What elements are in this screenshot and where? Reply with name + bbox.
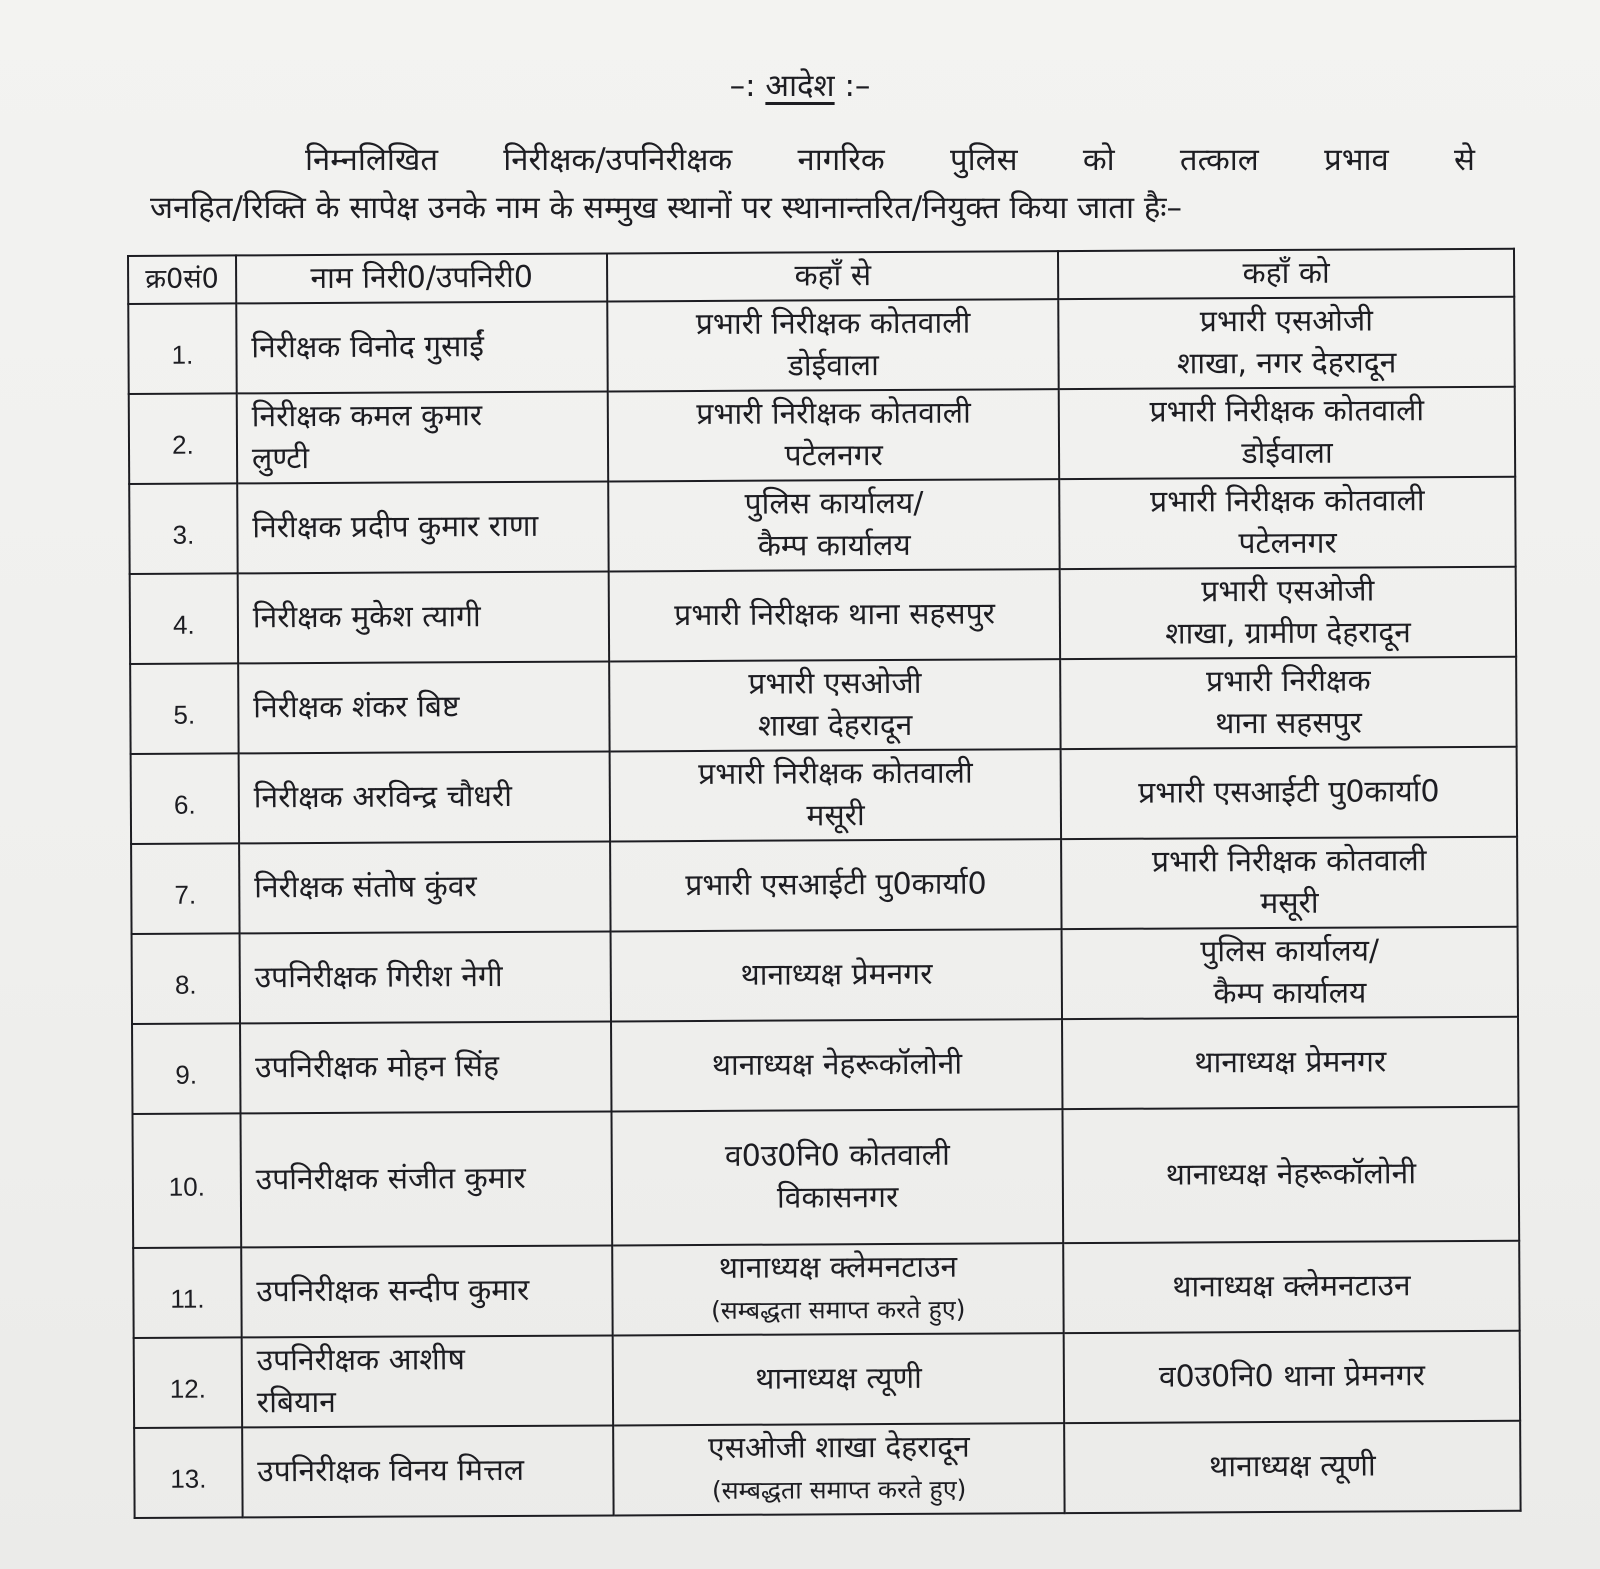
row-from-cell — [610, 749, 1061, 841]
row-name-line: निरीक्षक शंकर बिष्ट — [253, 689, 460, 726]
row-name-line: उपनिरीक्षक विनय मित्तल — [257, 1452, 525, 1490]
row-to-line: थानाध्यक्ष नेहरूकॉलोनी — [1165, 1156, 1417, 1193]
row-from-cell — [611, 1019, 1062, 1111]
row-serial: 7. — [131, 843, 239, 934]
row-name-cell — [237, 391, 609, 483]
table-row — [133, 1241, 1519, 1338]
table-row — [131, 747, 1517, 844]
row-to-line: प्रभारी एसओजी — [1199, 303, 1374, 340]
row-from-cell — [609, 659, 1060, 751]
row-name-line: निरीक्षक अरविन्द्र चौधरी — [253, 778, 513, 816]
table-row — [132, 1107, 1519, 1248]
row-to-line: पटेलनगर — [1238, 525, 1337, 562]
row-to-cell — [1061, 747, 1517, 839]
row-name-cell — [238, 751, 610, 843]
row-name-cell — [241, 1245, 613, 1337]
row-name-line: निरीक्षक संतोष कुंवर — [254, 869, 477, 906]
row-serial: 13. — [134, 1427, 242, 1518]
row-to-line: प्रभारी एसओजी — [1201, 573, 1375, 610]
table-row — [129, 477, 1515, 574]
row-name-line: लुण्टी — [251, 441, 310, 477]
row-to-cell — [1064, 1331, 1520, 1423]
row-from-line: थानाध्यक्ष प्रेमनगर — [740, 956, 933, 993]
heading-prefix: –: — [729, 68, 766, 104]
row-name-line: उपनिरीक्षक संजीत कुमार — [255, 1160, 526, 1198]
row-name-cell — [240, 1021, 612, 1113]
header-from: कहाँ से — [607, 251, 1058, 301]
row-to-line: प्रभारी निरीक्षक — [1205, 663, 1371, 700]
row-to-cell — [1060, 657, 1516, 749]
row-name-line: उपनिरीक्षक आशीष — [256, 1342, 465, 1379]
table-row — [130, 567, 1516, 664]
row-to-line: शाखा, नगर देहरादून — [1176, 345, 1397, 382]
row-to-cell — [1063, 1107, 1520, 1243]
row-name-cell — [242, 1335, 614, 1427]
row-from-line: व0उ0नि0 कोतवाली — [724, 1137, 950, 1174]
row-to-cell — [1064, 1421, 1520, 1513]
row-from-line: एसओजी शाखा देहरादून — [708, 1429, 970, 1466]
row-to-cell — [1061, 837, 1517, 929]
row-from-line: प्रभारी एसओजी — [748, 665, 922, 702]
table-row — [128, 297, 1514, 394]
row-from-line: विकासनगर — [776, 1179, 899, 1216]
row-serial: 1. — [128, 303, 236, 394]
row-to-cell — [1062, 927, 1518, 1019]
order-title: आदेश — [765, 68, 835, 104]
table-row — [130, 657, 1516, 754]
heading-suffix: :– — [834, 68, 871, 104]
row-to-line: पुलिस कार्यालय/ — [1200, 933, 1380, 970]
header-row — [128, 249, 1514, 304]
row-from-line: कैम्प कार्यालय — [757, 527, 911, 564]
row-to-line: व0उ0नि0 थाना प्रेमनगर — [1158, 1358, 1426, 1395]
row-to-line: मसूरी — [1260, 885, 1319, 922]
header-to: कहाँ को — [1058, 249, 1514, 299]
row-name-cell — [237, 481, 609, 573]
row-from-line: थानाध्यक्ष नेहरूकॉलोनी — [711, 1046, 963, 1083]
row-name-line: निरीक्षक प्रदीप कुमार राणा — [252, 508, 539, 546]
header-serial: क्र0सं0 — [128, 255, 236, 304]
row-from-cell — [608, 389, 1059, 481]
row-from-cell — [612, 1109, 1064, 1245]
row-from-line: प्रभारी निरीक्षक थाना सहसपुर — [674, 596, 996, 634]
row-from-line: (सम्बद्धता समाप्त करते हुए) — [711, 1474, 967, 1505]
row-serial: 6. — [131, 753, 239, 844]
row-to-line: कैम्प कार्यालय — [1213, 975, 1367, 1012]
row-to-line: डोईवाला — [1241, 435, 1333, 472]
row-from-line: थानाध्यक्ष क्लेमनटाउन — [718, 1249, 958, 1286]
row-serial: 2. — [129, 393, 237, 484]
row-name-cell — [239, 841, 611, 933]
row-to-cell — [1059, 387, 1515, 479]
row-name-line: निरीक्षक मुकेश त्यागी — [252, 599, 481, 636]
row-serial: 3. — [129, 483, 237, 574]
row-from-line: पुलिस कार्यालय/ — [744, 485, 924, 522]
table-row — [134, 1331, 1520, 1428]
row-serial: 8. — [132, 933, 240, 1024]
table-header — [128, 249, 1514, 304]
row-from-cell — [608, 479, 1059, 571]
row-to-cell — [1059, 477, 1515, 569]
row-to-line: शाखा, ग्रामीण देहरादून — [1165, 615, 1411, 652]
row-name-cell — [240, 1111, 612, 1247]
row-name-cell — [236, 301, 608, 393]
row-from-line: प्रभारी एसआईटी पु0कार्या0 — [685, 866, 987, 904]
order-heading — [0, 66, 1600, 106]
row-serial: 4. — [130, 573, 238, 664]
row-serial: 5. — [130, 663, 238, 754]
row-name-line: उपनिरीक्षक गिरीश नेगी — [254, 959, 503, 996]
row-to-line: थानाध्यक्ष त्यूणी — [1209, 1448, 1376, 1485]
row-name-line: उपनिरीक्षक मोहन सिंह — [255, 1049, 500, 1086]
row-from-cell — [612, 1243, 1063, 1335]
row-name-cell — [238, 571, 610, 663]
row-from-line: प्रभारी निरीक्षक कोतवाली — [698, 755, 973, 793]
row-from-line: शाखा देहरादून — [757, 707, 913, 744]
row-from-cell — [613, 1423, 1064, 1515]
row-to-line: थानाध्यक्ष प्रेमनगर — [1194, 1044, 1387, 1081]
row-from-line: प्रभारी निरीक्षक कोतवाली — [695, 305, 971, 343]
row-from-line: मसूरी — [806, 798, 865, 834]
row-to-line: प्रभारी निरीक्षक कोतवाली — [1151, 843, 1427, 880]
intro-line-2: जनहित/रिक्ति के सापेक्ष उनके नाम के सम्मुख स्थानों पर स्थानान्तरित/नियुक्त किया जाता हैः– — [150, 190, 1183, 226]
row-to-cell — [1058, 297, 1514, 389]
row-to-cell — [1060, 567, 1516, 659]
table-row — [134, 1421, 1520, 1518]
row-serial: 12. — [134, 1337, 242, 1428]
row-name-line: निरीक्षक विनोद गुसाईं — [251, 329, 485, 366]
row-from-cell — [613, 1333, 1064, 1425]
row-name-cell — [242, 1425, 614, 1517]
row-to-line: प्रभारी एसआईटी पु0कार्या0 — [1138, 774, 1440, 811]
row-from-line: (सम्बद्धता समाप्त करते हुए) — [710, 1294, 966, 1325]
row-name-cell — [239, 931, 611, 1023]
row-name-line: निरीक्षक कमल कुमार — [251, 398, 483, 435]
row-name-line: रबियान — [256, 1384, 336, 1421]
row-to-cell — [1063, 1241, 1519, 1333]
table-row — [131, 837, 1517, 934]
row-from-cell — [611, 929, 1062, 1021]
row-from-cell — [609, 569, 1060, 661]
row-to-line: प्रभारी निरीक्षक कोतवाली — [1150, 483, 1425, 520]
row-serial: 10. — [132, 1113, 241, 1248]
table-row — [129, 387, 1515, 484]
row-to-line: प्रभारी निरीक्षक कोतवाली — [1149, 393, 1425, 430]
row-from-line: थानाध्यक्ष त्यूणी — [755, 1360, 922, 1397]
row-serial: 9. — [132, 1023, 240, 1114]
row-from-line: प्रभारी निरीक्षक कोतवाली — [696, 395, 971, 433]
row-to-cell — [1062, 1017, 1518, 1109]
intro-line-1: निम्नलिखित निरीक्षक/उपनिरीक्षक नागरिक पुलिस को तत्काल प्रभाव से — [305, 142, 1475, 178]
header-name: नाम निरी0/उपनिरी0 — [236, 253, 608, 303]
row-from-cell — [608, 299, 1059, 391]
table-row — [132, 927, 1518, 1024]
row-serial: 11. — [133, 1247, 241, 1338]
table-row — [132, 1017, 1518, 1114]
row-from-line: डोईवाला — [787, 348, 879, 384]
row-from-cell — [610, 839, 1061, 931]
row-name-cell — [238, 661, 610, 753]
row-to-line: थाना सहसपुर — [1215, 705, 1362, 742]
transfer-table — [127, 248, 1522, 1519]
row-from-line: पटेलनगर — [784, 438, 883, 474]
row-name-line: उपनिरीक्षक सन्दीप कुमार — [256, 1272, 530, 1310]
table-body — [128, 297, 1520, 1518]
row-to-line: थानाध्यक्ष क्लेमनटाउन — [1172, 1268, 1411, 1305]
